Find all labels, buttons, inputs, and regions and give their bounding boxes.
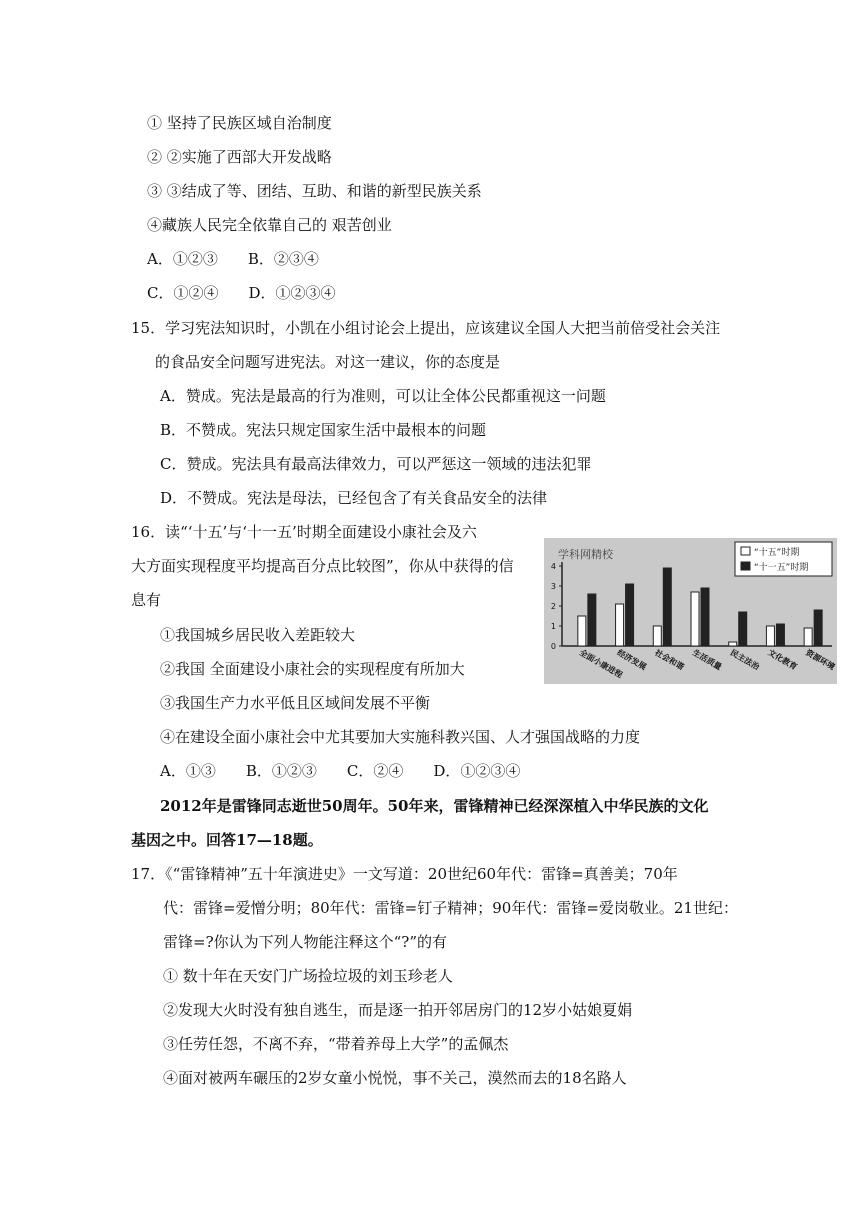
bar-series-2 (701, 588, 709, 646)
q16-answers: A．①③ B．①②③ C．②④ D．①②③④ (160, 762, 521, 780)
chart-plot-area (551, 562, 837, 680)
bar-series-2 (776, 624, 784, 646)
q14-option-4: ④藏族人民完全依靠自己的 艰苦创业 (147, 216, 392, 234)
comparison-bar-chart (544, 538, 837, 684)
bar-series-2 (588, 594, 596, 646)
q16-stem-line-3: 息有 (131, 591, 162, 609)
q15-stem-line-1: 15．学习宪法知识时，小凯在小组讨论会上提出，应该建议全国人大把当前倍受社会关注 (131, 319, 721, 337)
q14-answers-ab: A．①②③ B．②③④ (147, 250, 319, 268)
q17-stem-line-1: 17．《“雷锋精神”五十年演进史》一文写道：20世纪60年代：雷锋=真善美；70年 (131, 865, 678, 883)
x-category-label: 生活质量 (691, 647, 724, 672)
x-category-label: 资源环境 (804, 647, 837, 672)
y-tick-label: 2 (550, 602, 556, 611)
bar-series-1 (766, 626, 774, 646)
x-category-label: 文化教育 (766, 647, 799, 672)
y-tick-label: 3 (550, 582, 556, 591)
bar-series-1 (729, 642, 737, 646)
y-tick-label: 1 (550, 622, 556, 631)
x-category-label: 社会和谐 (653, 647, 686, 672)
q17-option-2: ②发现大火时没有独自逃生，而是逐一拍开邻居房门的12岁小姑娘夏娟 (163, 1001, 633, 1019)
y-tick-label: 0 (550, 642, 556, 651)
bar-series-1 (691, 592, 699, 646)
chart-watermark: 学科网精校 (558, 548, 613, 561)
q15-stem-line-2: 的食品安全问题写进宪法。对这一建议，你的态度是 (155, 353, 501, 371)
legend-swatch-series-1 (741, 547, 750, 555)
q16-stem-line-2: 大方面实现程度平均提高百分点比较图”，你从中获得的信 (131, 557, 514, 575)
bar-series-1 (616, 604, 624, 646)
q17-option-4: ④面对被两车碾压的2岁女童小悦悦，事不关己，漠然而去的18名路人 (163, 1069, 627, 1087)
q16-option-4: ④在建设全面小康社会中尤其要加大实施科教兴国、人才强国战略的力度 (160, 728, 641, 746)
q17-option-1: ① 数十年在天安门广场捡垃圾的刘玉珍老人 (163, 967, 453, 985)
q15-option-d: D．不赞成。宪法是母法，已经包含了有关食品安全的法律 (160, 489, 548, 507)
q16-option-2: ②我国 全面建设小康社会的实现程度有所加大 (160, 660, 465, 678)
leifeng-intro-line-2: 基因之中。回答17—18题。 (131, 831, 323, 849)
bar-series-1 (804, 628, 812, 646)
q15-option-c: C．赞成。宪法具有最高法律效力，可以严惩这一领域的违法犯罪 (160, 455, 592, 473)
bar-series-1 (578, 616, 586, 646)
q15-option-a: A．赞成。宪法是最高的行为准则，可以让全体公民都重视这一问题 (160, 387, 606, 405)
q17-option-3: ③任劳任怨，不离不弃，“带着养母上大学”的孟佩杰 (163, 1035, 509, 1053)
legend-label-series-1: “十五”时期 (754, 548, 800, 558)
q16-stem-line-1: 16．读“‘十五’与‘十一五’时期全面建设小康社会及六 (131, 523, 477, 541)
x-category-label: 全面小康进程 (577, 647, 624, 680)
bar-series-2 (663, 568, 671, 646)
q14-option-3: ③ ③结成了等、团结、互助、和谐的新型民族关系 (147, 182, 482, 200)
q17-stem-line-2: 代：雷锋=爱憎分明；80年代：雷锋=钉子精神；90年代：雷锋=爱岗敬业。21世纪： (163, 899, 738, 917)
q17-stem-line-3: 雷锋=?你认为下列人物能注释这个“?”的有 (163, 933, 447, 951)
q14-option-2: ② ②实施了西部大开发战略 (147, 148, 332, 166)
bar-series-2 (739, 612, 747, 646)
bar-series-2 (814, 610, 822, 646)
x-category-label: 民主法治 (728, 647, 761, 672)
bar-series-1 (653, 626, 661, 646)
q16-option-1: ①我国城乡居民收入差距较大 (160, 626, 356, 644)
leifeng-intro-line-1: 2012年是雷锋同志逝世50周年。50年来，雷锋精神已经深深植入中华民族的文化 (160, 797, 709, 815)
q14-option-1: ① 坚持了民族区域自治制度 (147, 114, 332, 132)
chart-svg (544, 538, 837, 684)
legend-swatch-series-2 (741, 562, 750, 570)
y-tick-label: 4 (550, 562, 556, 571)
x-category-label: 经济发展 (615, 647, 648, 672)
q16-option-3: ③我国生产力水平低且区域间发展不平衡 (160, 694, 431, 712)
bar-series-2 (626, 584, 634, 646)
q14-answers-cd: C．①②④ D．①②③④ (147, 284, 336, 302)
legend-label-series-2: “十一五”时期 (754, 563, 809, 573)
chart-legend (735, 542, 832, 576)
q15-option-b: B．不赞成。宪法只规定国家生活中最根本的问题 (160, 421, 487, 439)
